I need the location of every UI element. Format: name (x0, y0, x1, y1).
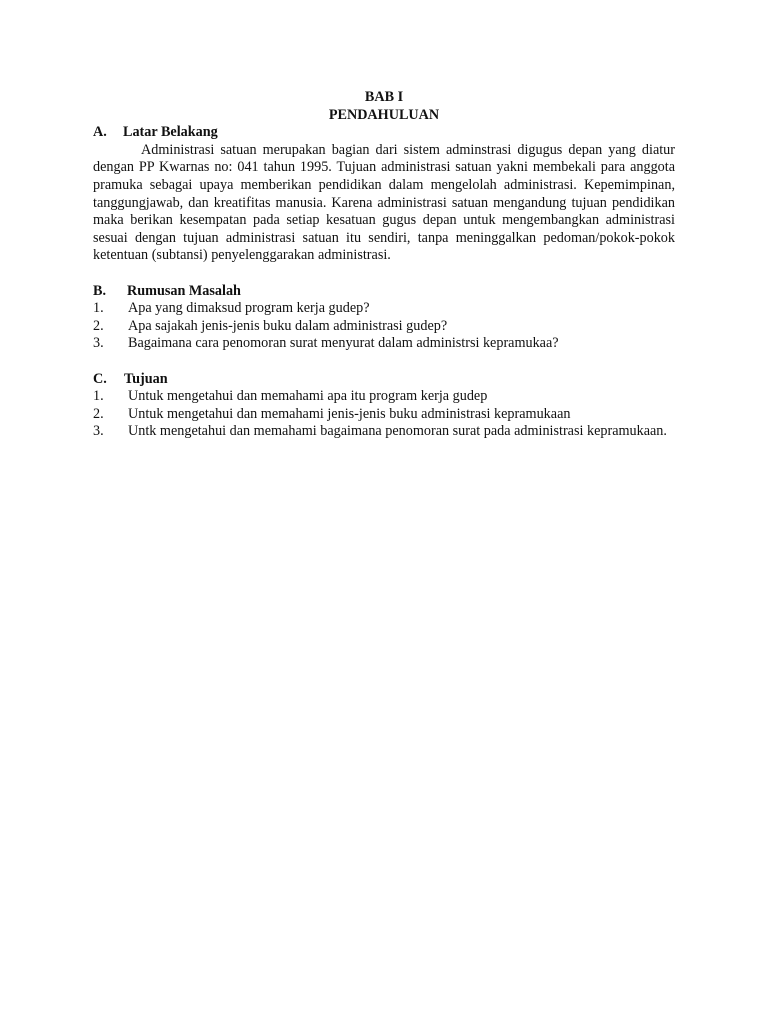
section-a-label: A. (93, 124, 107, 141)
list-item-text: Apa sajakah jenis-jenis buku dalam administrasi gudep? (128, 317, 448, 334)
section-c-label: C. (93, 370, 107, 387)
list-item-number: 3. (93, 335, 104, 352)
list-item-text: Apa yang dimaksud program kerja gudep? (128, 300, 370, 317)
section-b-heading (93, 283, 675, 301)
section-c-heading (93, 371, 675, 389)
list-item (93, 406, 675, 424)
list-item-number: 3. (93, 423, 104, 440)
list-item-text: Untuk mengetahui dan memahami apa itu program kerja gudep (128, 388, 488, 405)
list-item-number: 2. (93, 405, 104, 422)
section-a-paragraph: Administrasi satuan merupakan bagian dari sistem adminstrasi digugus depan yang diatur dengan PP Kwarnas no: 041 tahun 1995. Tujuan administrasi satuan yakni membekali para anggota pramuka sebagai upaya memberikan pendidikan dalam mengelolah administrasi. Kepemimpinan, tanggungjawab, dan kreatifitas manusia. Karena administrasi satuan mengandung tujuan pendidikan maka berikan kesempatan pada setiap kesatuan gugus depan untuk mengembangkan administrasi sesuai dengan tujuan administrasi satuan itu sendiri, tanpa meninggalkan pedoman/pokok-pokok ketentuan (subtansi) penyelenggarakan administrasi. (93, 141, 675, 264)
section-b-title: Rumusan Masalah (127, 282, 241, 299)
chapter-number: BAB I (364, 89, 404, 105)
chapter-title: PENDAHULUAN (328, 106, 440, 123)
section-c-list (93, 388, 675, 441)
list-item-text: Untk mengetahui dan memahami bagaimana penomoran surat pada administrasi kepramukaan. (128, 423, 667, 440)
section-a-title: Latar Belakang (123, 124, 218, 141)
list-item-number: 2. (93, 317, 104, 334)
list-item-text: Bagaimana cara penomoran surat menyurat dalam administrsi kepramukaa? (128, 335, 559, 352)
spacer (93, 353, 675, 371)
section-a-heading (93, 124, 675, 142)
section-c-title: Tujuan (124, 370, 168, 387)
list-item (93, 423, 675, 441)
list-item-number: 1. (93, 300, 104, 317)
list-item (93, 388, 675, 406)
list-item-text: Untuk mengetahui dan memahami jenis-jenis buku administrasi kepramukaan (128, 405, 571, 422)
list-item (93, 335, 675, 353)
list-item-number: 1. (93, 388, 104, 405)
document-page (93, 89, 675, 441)
section-b-list (93, 300, 675, 353)
section-b-label: B. (93, 282, 107, 299)
spacer (93, 265, 675, 283)
list-item (93, 318, 675, 336)
list-item (93, 300, 675, 318)
